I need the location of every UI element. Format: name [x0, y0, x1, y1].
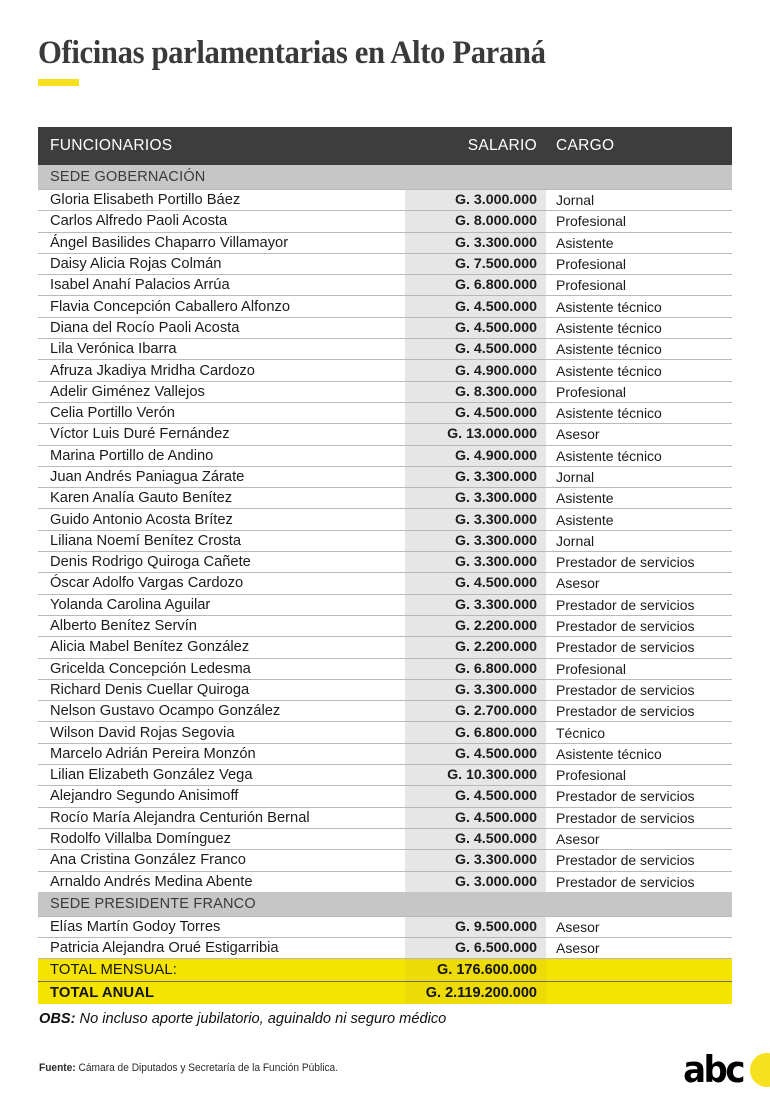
cell-funcionario: Carlos Alfredo Paoli Acosta	[50, 213, 228, 230]
table-row	[38, 636, 732, 657]
section-header-row	[38, 165, 732, 189]
section-salary-cell	[405, 892, 546, 916]
cell-cargo: Asistente técnico	[556, 405, 662, 422]
cell-cargo: Asistente	[556, 490, 614, 507]
cell-cargo: Prestador de servicios	[556, 852, 695, 869]
cell-cargo: Prestador de servicios	[556, 788, 695, 805]
cell-salario: G. 6.500.000	[405, 938, 546, 958]
cell-funcionario: Ángel Basilides Chaparro Villamayor	[50, 234, 289, 251]
cell-salario: G. 4.500.000	[405, 296, 546, 316]
cell-cargo: Jornal	[556, 469, 595, 485]
cell-cargo: Prestador de servicios	[556, 596, 695, 613]
table-row	[38, 700, 732, 721]
table-row	[38, 381, 732, 402]
cell-funcionario: Celia Portillo Verón	[50, 405, 175, 422]
cell-salario: G. 3.300.000	[405, 488, 546, 508]
cell-salario: G. 4.500.000	[405, 339, 546, 359]
table-row	[38, 785, 732, 806]
section-label: SEDE GOBERNACIÓN	[38, 165, 405, 189]
cell-cargo: Profesional	[556, 383, 627, 400]
total-cargo-cell	[546, 959, 732, 981]
total-row	[38, 958, 732, 981]
cell-cargo: Prestador de servicios	[556, 809, 695, 826]
cell-salario: G. 6.800.000	[405, 275, 546, 295]
cell-cargo: Asistente técnico	[556, 298, 662, 315]
column-header-cargo: CARGO	[546, 127, 732, 165]
table-row	[38, 402, 732, 423]
cell-salario: G. 9.500.000	[405, 917, 546, 937]
section-cargo-cell	[546, 892, 732, 916]
section-label: SEDE PRESIDENTE FRANCO	[38, 892, 405, 916]
table-row	[38, 423, 732, 444]
table-row	[38, 679, 732, 700]
table-row	[38, 807, 732, 828]
cell-funcionario: Flavia Concepción Caballero Alfonzo	[50, 298, 291, 315]
page-title: Oficinas parlamentarias en Alto Paraná	[38, 35, 546, 71]
abc-logo	[683, 1048, 770, 1092]
cell-funcionario: Óscar Adolfo Vargas Cardozo	[50, 575, 244, 592]
table-row	[38, 916, 732, 937]
cell-cargo: Asesor	[556, 940, 600, 957]
cell-funcionario: Gloria Elisabeth Portillo Báez	[50, 192, 241, 209]
total-cargo-cell	[546, 982, 732, 1004]
observation-text: No incluso aporte jubilatorio, aguinaldo ni seguro médico	[75, 1011, 447, 1027]
table-row	[38, 210, 732, 231]
table-row	[38, 743, 732, 764]
table-row	[38, 487, 732, 508]
table-row	[38, 508, 732, 529]
cell-salario: G. 2.700.000	[405, 701, 546, 721]
section-salary-cell	[405, 165, 546, 189]
cell-salario: G. 8.300.000	[405, 382, 546, 402]
table-row	[38, 359, 732, 380]
cell-funcionario: Isabel Anahí Palacios Arrúa	[50, 277, 230, 294]
title-block	[38, 34, 738, 86]
cell-salario: G. 7.500.000	[405, 254, 546, 274]
table-row	[38, 937, 732, 958]
cell-funcionario: Lilian Elizabeth González Vega	[50, 767, 253, 784]
cell-salario: G. 4.500.000	[405, 744, 546, 764]
cell-cargo: Jornal	[556, 192, 595, 209]
cell-salario: G. 3.000.000	[405, 190, 546, 210]
cell-funcionario: Marina Portillo de Andino	[50, 447, 214, 464]
cell-salario: G. 3.300.000	[405, 595, 546, 615]
cell-cargo: Asesor	[556, 575, 600, 592]
cell-funcionario: Arnaldo Andrés Medina Abente	[50, 873, 253, 890]
cell-funcionario: Richard Denis Cuellar Quiroga	[50, 681, 250, 698]
cell-funcionario: Denis Rodrigo Quiroga Cañete	[50, 554, 251, 571]
cell-funcionario: Rodolfo Villalba Domínguez	[50, 831, 231, 848]
cell-cargo: Profesional	[556, 256, 627, 273]
cell-funcionario: Nelson Gustavo Ocampo González	[50, 703, 281, 720]
table-row	[38, 530, 732, 551]
cell-salario: G. 4.900.000	[405, 360, 546, 380]
cell-cargo: Profesional	[556, 277, 627, 294]
cell-salario: G. 3.300.000	[405, 850, 546, 870]
cell-funcionario: Gricelda Concepción Ledesma	[50, 660, 251, 677]
cell-funcionario: Alicia Mabel Benítez González	[50, 639, 250, 656]
cell-salario: G. 10.300.000	[405, 765, 546, 785]
table-header-row	[38, 127, 732, 165]
cell-funcionario: Lila Verónica Ibarra	[50, 341, 177, 358]
cell-funcionario: Afruza Jkadiya Mridha Cardozo	[50, 362, 255, 379]
cell-funcionario: Alberto Benítez Servín	[50, 618, 197, 635]
cell-cargo: Asistente técnico	[556, 341, 662, 358]
yellow-dot-icon	[750, 1053, 770, 1087]
cell-salario: G. 2.200.000	[405, 637, 546, 657]
table-row	[38, 828, 732, 849]
cell-funcionario: Juan Andrés Paniagua Zárate	[50, 469, 245, 485]
table-row	[38, 189, 732, 210]
section-header-row	[38, 892, 732, 916]
cell-salario: G. 4.500.000	[405, 786, 546, 806]
cell-salario: G. 3.300.000	[405, 552, 546, 572]
cell-cargo: Asistente	[556, 511, 614, 528]
cell-funcionario: Yolanda Carolina Aguilar	[50, 596, 211, 613]
cell-funcionario: Patricia Alejandra Orué Estigarribia	[50, 940, 279, 957]
cell-funcionario: Marcelo Adrián Pereira Monzón	[50, 745, 256, 762]
cell-cargo: Prestador de servicios	[556, 703, 695, 720]
table-row	[38, 764, 732, 785]
cell-funcionario: Víctor Luis Duré Fernández	[50, 426, 230, 443]
table-row	[38, 466, 732, 487]
cell-cargo: Asistente técnico	[556, 319, 662, 336]
cell-funcionario: Liliana Noemí Benítez Crosta	[50, 532, 242, 549]
cell-funcionario: Rocío María Alejandra Centurión Bernal	[50, 809, 310, 826]
cell-cargo: Asesor	[556, 426, 600, 443]
source-label: Fuente:	[39, 1062, 76, 1074]
table-row	[38, 253, 732, 274]
cell-salario: G. 2.200.000	[405, 616, 546, 636]
column-header-funcionarios: FUNCIONARIOS	[38, 127, 405, 165]
cell-cargo: Asistente	[556, 234, 614, 251]
cell-salario: G. 3.300.000	[405, 467, 546, 487]
cell-salario: G. 4.500.000	[405, 808, 546, 828]
cell-salario: G. 3.300.000	[405, 233, 546, 253]
cell-funcionario: Alejandro Segundo Anisimoff	[50, 788, 239, 805]
table-row	[38, 232, 732, 253]
total-label: TOTAL ANUAL	[38, 982, 405, 1004]
cell-cargo: Asesor	[556, 918, 600, 935]
total-amount: G. 2.119.200.000	[405, 982, 546, 1004]
cell-salario: G. 3.000.000	[405, 872, 546, 892]
cell-cargo: Profesional	[556, 213, 627, 230]
cell-salario: G. 6.800.000	[405, 722, 546, 742]
cell-cargo: Asistente técnico	[556, 745, 662, 762]
cell-funcionario: Karen Analía Gauto Benítez	[50, 490, 233, 507]
cell-salario: G. 6.800.000	[405, 659, 546, 679]
cell-cargo: Prestador de servicios	[556, 873, 695, 890]
cell-salario: G. 3.300.000	[405, 509, 546, 529]
cell-salario: G. 13.000.000	[405, 424, 546, 444]
observation-note	[39, 1011, 446, 1027]
cell-cargo: Prestador de servicios	[556, 618, 695, 635]
cell-funcionario: Diana del Rocío Paoli Acosta	[50, 319, 240, 336]
section-cargo-cell	[546, 165, 732, 189]
cell-cargo: Profesional	[556, 660, 627, 677]
cell-funcionario: Ana Cristina González Franco	[50, 852, 246, 869]
cell-cargo: Profesional	[556, 767, 627, 784]
table-body	[38, 165, 732, 1004]
cell-salario: G. 3.300.000	[405, 680, 546, 700]
table-row	[38, 849, 732, 870]
observation-label: OBS:	[39, 1011, 76, 1027]
cell-salario: G. 4.500.000	[405, 318, 546, 338]
source-text: Cámara de Diputados y Secretaría de la Función Pública.	[75, 1062, 339, 1074]
cell-salario: G. 8.000.000	[405, 211, 546, 231]
table-row	[38, 594, 732, 615]
abc-logo-text: abc	[683, 1048, 743, 1092]
cell-cargo: Prestador de servicios	[556, 554, 695, 571]
salary-table	[38, 127, 732, 1004]
cell-salario: G. 4.500.000	[405, 573, 546, 593]
source-note	[39, 1062, 338, 1074]
cell-cargo: Asistente técnico	[556, 447, 662, 464]
cell-cargo: Prestador de servicios	[556, 681, 695, 698]
table-row	[38, 295, 732, 316]
title-underline-rule	[38, 79, 79, 86]
cell-salario: G. 4.500.000	[405, 829, 546, 849]
cell-funcionario: Adelir Giménez Vallejos	[50, 383, 205, 400]
cell-cargo: Asistente técnico	[556, 362, 662, 379]
cell-funcionario: Guido Antonio Acosta Brítez	[50, 511, 233, 528]
cell-funcionario: Daisy Alicia Rojas Colmán	[50, 256, 222, 273]
table-row	[38, 871, 732, 892]
table-row	[38, 721, 732, 742]
cell-cargo: Técnico	[556, 724, 606, 741]
column-header-salario: SALARIO	[405, 127, 546, 165]
cell-cargo: Jornal	[556, 532, 595, 549]
table-row	[38, 274, 732, 295]
cell-funcionario: Wilson David Rojas Segovia	[50, 724, 235, 741]
table-row	[38, 551, 732, 572]
table-row	[38, 572, 732, 593]
total-label: TOTAL MENSUAL:	[38, 959, 405, 981]
table-row	[38, 317, 732, 338]
cell-funcionario: Elías Martín Godoy Torres	[50, 918, 221, 935]
table-row	[38, 445, 732, 466]
table-row	[38, 338, 732, 359]
cell-salario: G. 4.900.000	[405, 446, 546, 466]
cell-salario: G. 3.300.000	[405, 531, 546, 551]
cell-salario: G. 4.500.000	[405, 403, 546, 423]
table-row	[38, 658, 732, 679]
total-amount: G. 176.600.000	[405, 959, 546, 981]
table-row	[38, 615, 732, 636]
total-row	[38, 981, 732, 1004]
cell-cargo: Prestador de servicios	[556, 639, 695, 656]
cell-cargo: Asesor	[556, 831, 600, 848]
